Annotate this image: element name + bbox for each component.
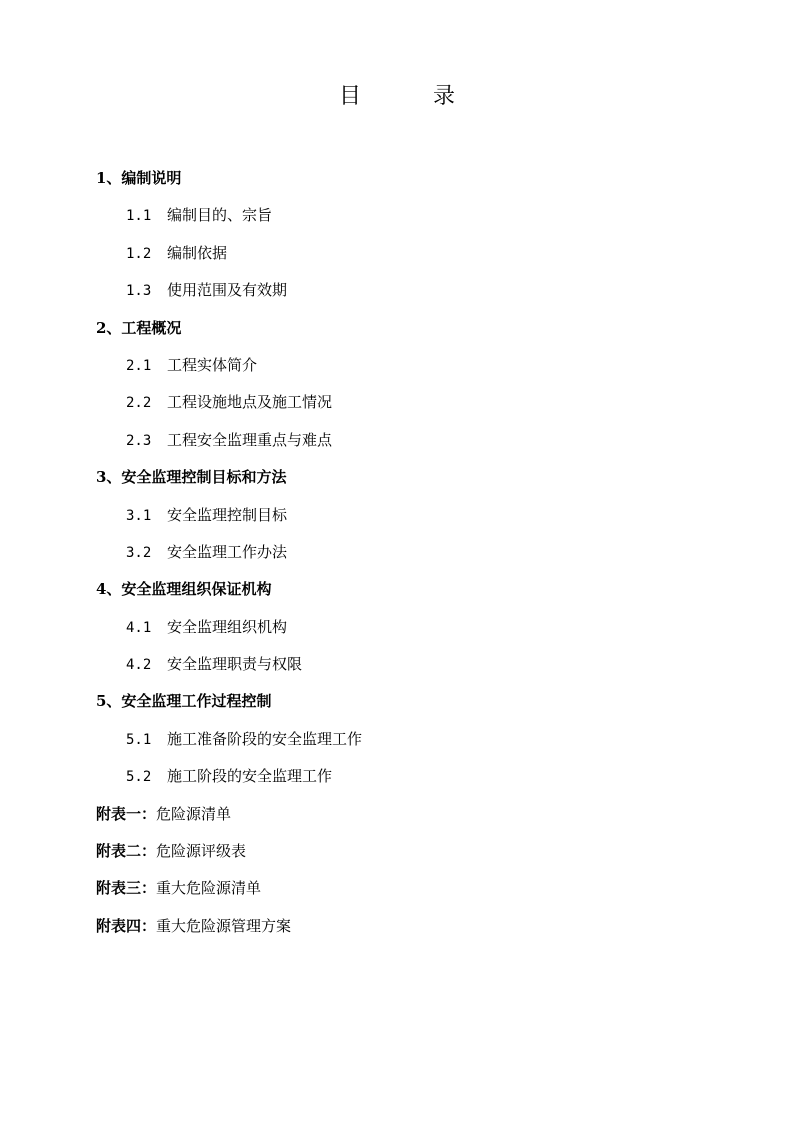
toc-item-label: 工程实体简介 [167,355,258,374]
toc-subsection-item [96,202,736,239]
toc-section-heading: 5、安全监理工作过程控制 [96,692,272,711]
toc-section-heading: 2、工程概况 [96,318,182,337]
toc-item-label: 工程安全监理重点与难点 [167,430,333,449]
toc-item-label: 使用范围及有效期 [167,281,288,300]
toc-subsection-item [96,651,736,688]
toc-subsection-item [96,614,736,651]
toc-appendix-label: 重大危险源管理方案 [156,916,292,935]
toc-subsection-item [96,726,736,763]
toc-item-label: 工程设施地点及施工情况 [167,393,333,412]
toc-appendix-prefix: 附表三： [96,879,157,898]
toc-section-heading: 3、安全监理控制目标和方法 [96,468,287,487]
toc-appendix-item [96,913,736,950]
toc-subsection-item [96,763,736,800]
toc-item-label: 安全监理工作办法 [167,542,288,561]
toc-item-label: 安全监理组织机构 [167,617,288,636]
toc-appendix-item [96,875,736,912]
toc-subsection-item [96,502,736,539]
toc-appendix-prefix: 附表一： [96,804,157,823]
toc-subsection-item [96,277,736,314]
toc-appendix-label: 危险源清单 [156,804,232,823]
toc-item-number: 1.2 [126,245,152,262]
toc-item-number: 5.2 [126,769,152,786]
page-title-char-2: 录 [433,84,456,109]
toc-appendix-item [96,801,736,838]
toc-item-number: 1.3 [126,283,152,300]
toc-item-number: 4.1 [126,619,152,636]
toc-item-number: 5.1 [126,731,152,748]
toc-section-heading: 1、编制说明 [96,169,182,187]
toc-item-label: 施工阶段的安全监理工作 [167,767,333,786]
toc-item-label: 编制目的、宗旨 [167,206,273,225]
toc-item-number: 2.3 [126,432,152,449]
toc-item-number: 4.2 [126,657,152,674]
toc-subsection-item [96,389,736,426]
page-title-char-1: 目 [338,84,361,109]
toc-item-number: 1.1 [126,208,152,225]
toc-appendix-prefix: 附表四： [96,916,157,935]
toc-item-number: 2.2 [126,395,152,412]
toc-item-label: 安全监理控制目标 [167,505,288,524]
toc-item-number: 2.1 [126,357,152,374]
toc-item-number: 3.1 [126,507,152,524]
toc-item-label: 安全监理职责与权限 [167,655,303,674]
toc-appendix-label: 危险源评级表 [156,842,247,861]
toc-item-label: 编制依据 [167,243,228,262]
table-of-contents [96,165,736,950]
toc-appendix-item [96,838,736,875]
toc-item-label: 施工准备阶段的安全监理工作 [167,729,363,748]
toc-subsection-item [96,427,736,464]
toc-item-number: 3.2 [126,544,152,561]
toc-subsection-item [96,352,736,389]
toc-subsection-item [96,539,736,576]
page-title [0,82,794,112]
toc-subsection-item [96,240,736,277]
toc-appendix-label: 重大危险源清单 [156,879,262,898]
toc-section-heading: 4、安全监理组织保证机构 [96,580,272,599]
toc-appendix-prefix: 附表二： [96,842,157,861]
